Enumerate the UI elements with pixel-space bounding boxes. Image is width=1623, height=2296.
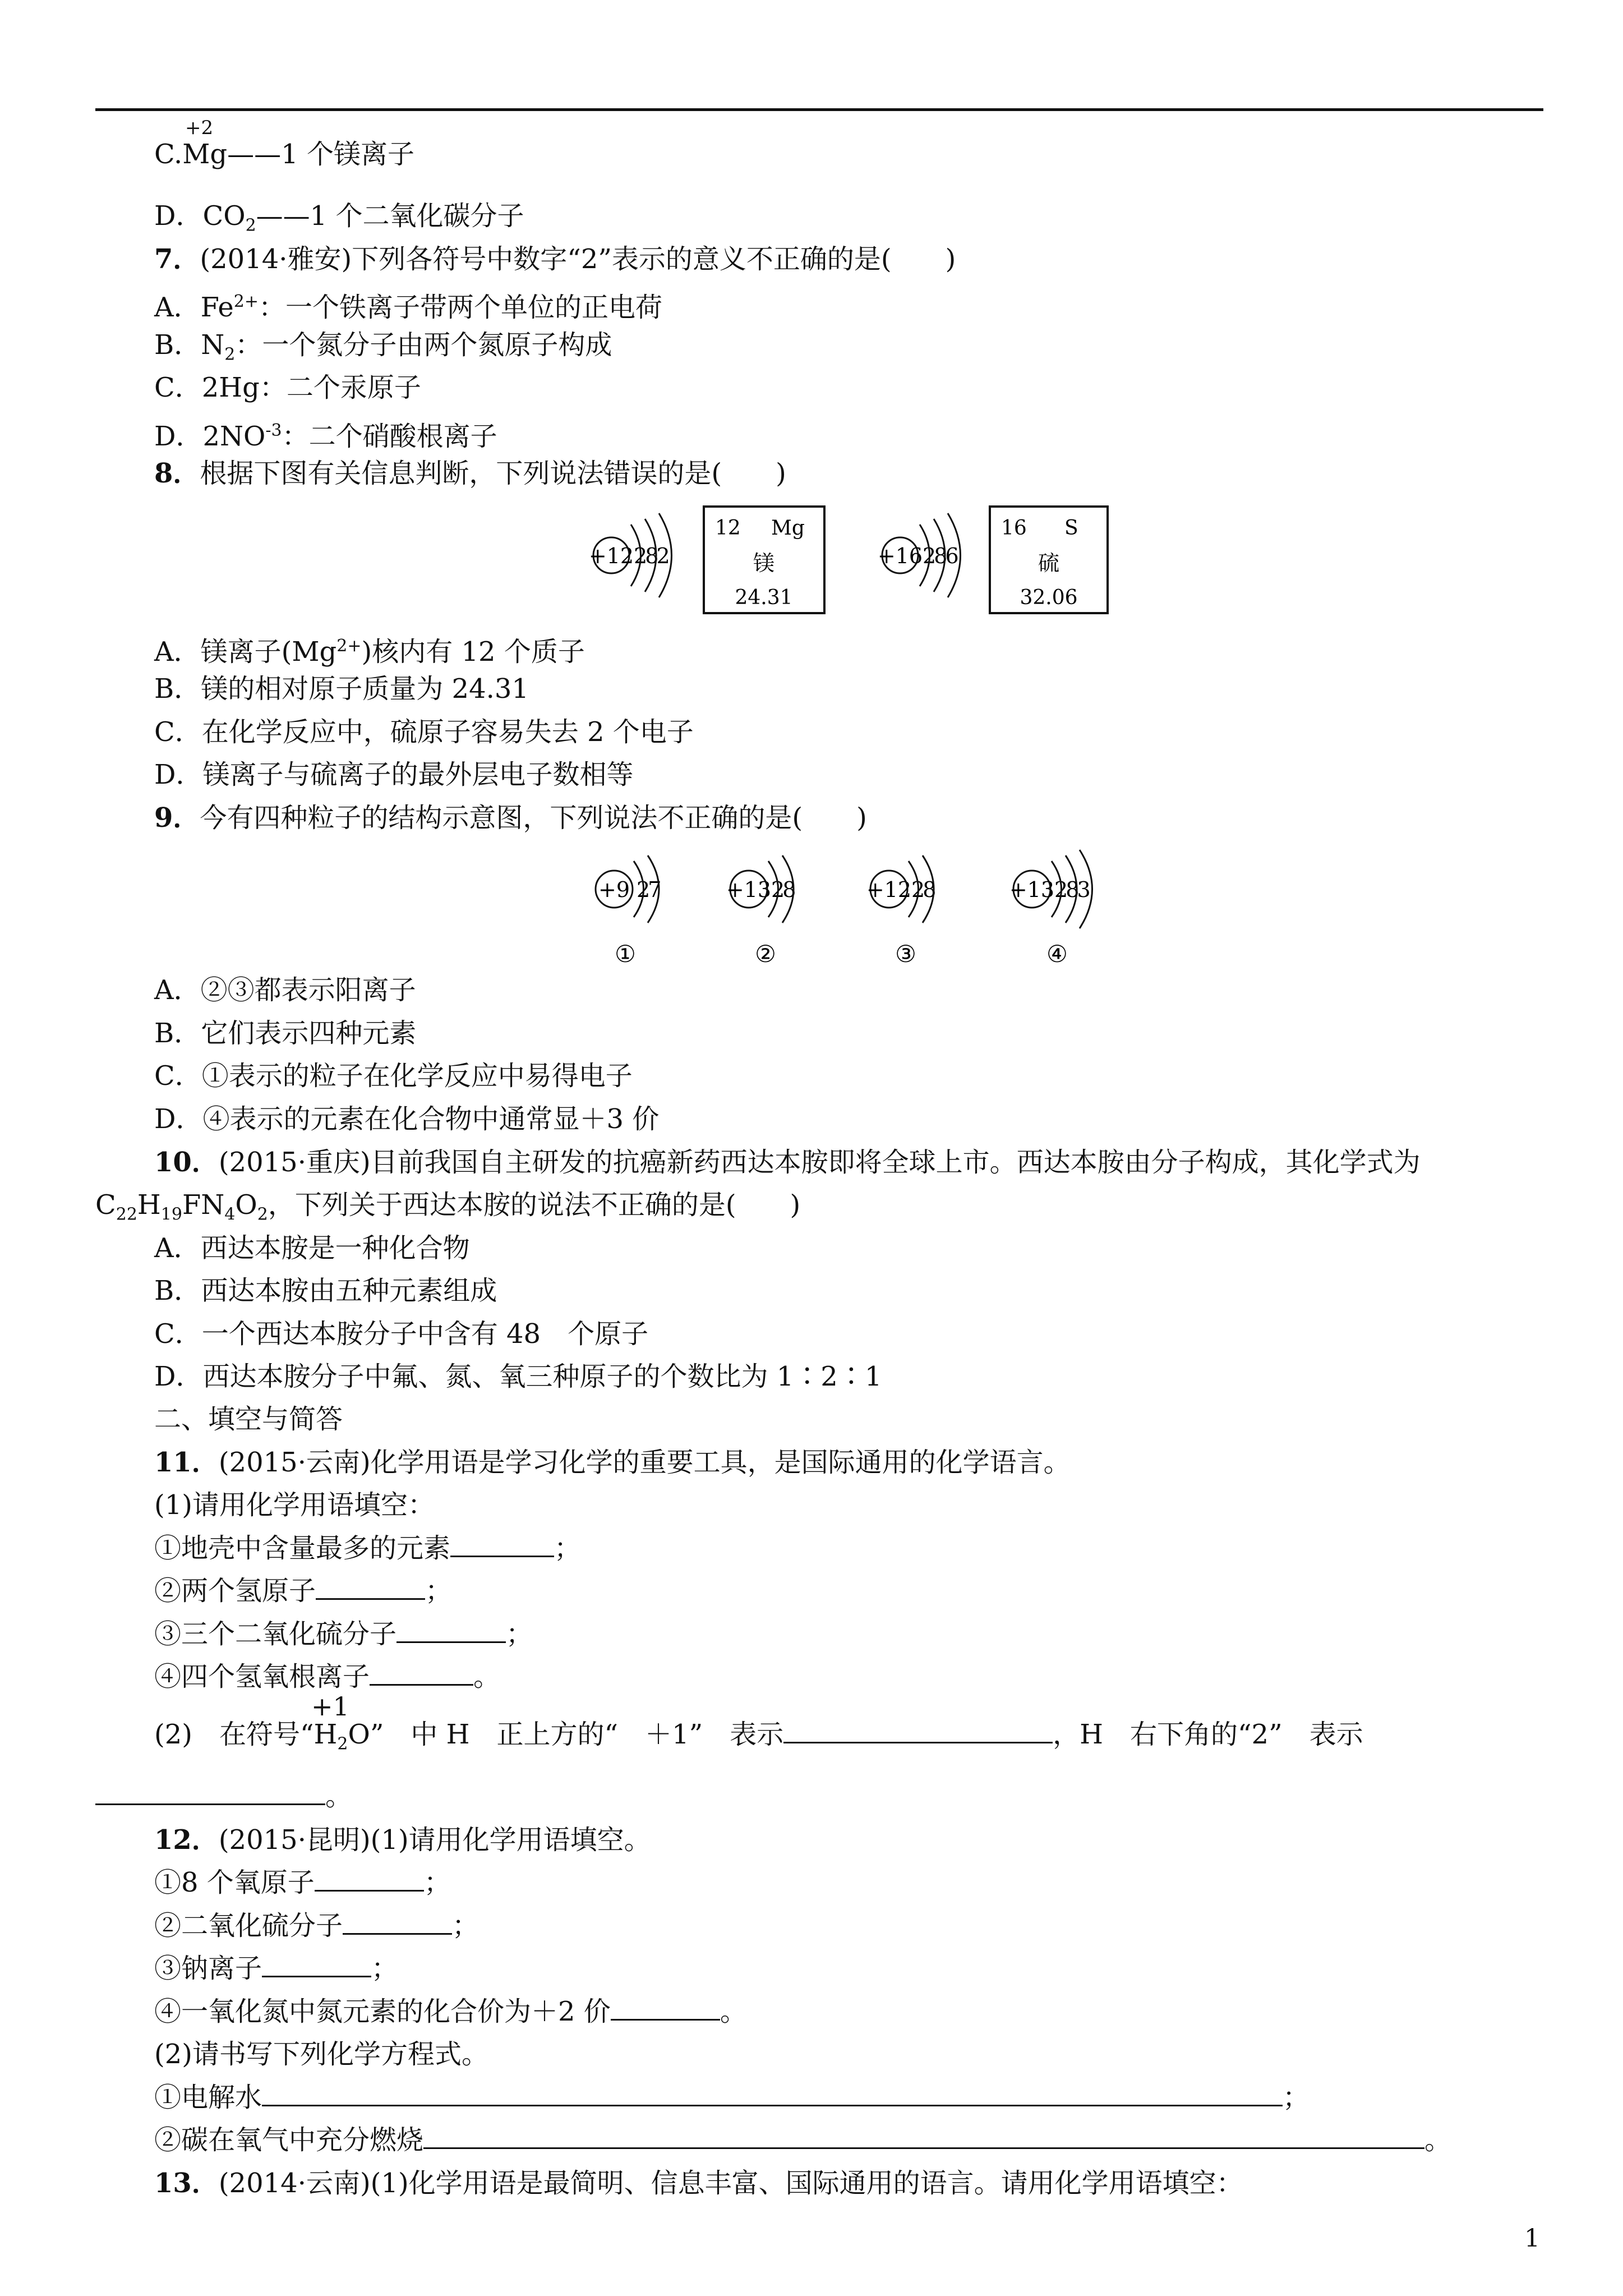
page-number: 1	[1524, 2224, 1540, 2253]
s-element-card	[990, 507, 1108, 613]
q9-option-b: B．它们表示四种元素	[154, 1018, 417, 1049]
answer-blank[interactable]	[315, 1866, 424, 1892]
q12-equation-2: ②碳在氧气中充分燃烧 。	[154, 2124, 1452, 2156]
q12-item-3: ③钠离子 ；	[154, 1953, 399, 1984]
particle-2-shells: 2 8	[771, 877, 792, 902]
answer-blank[interactable]	[316, 1575, 425, 1600]
s-symbol: S	[1064, 517, 1078, 540]
q10-option-a: A．西达本胺是一种化合物	[154, 1232, 470, 1264]
q11-item-2: ②两个氢原子 ；	[154, 1575, 453, 1607]
q11-item-3: ③三个二氧化硫分子 ；	[154, 1618, 533, 1650]
particle-1-nucleus: +9	[598, 877, 630, 902]
answer-blank[interactable]	[783, 1718, 1053, 1743]
q7-option-b: B．$N_2$：一个氮分子由两个氮原子构成	[154, 329, 612, 365]
q7-option-d: D．$2NO^{-3}$：二个硝酸根离子	[154, 421, 497, 452]
q9-diagram	[578, 839, 1127, 984]
answer-blank[interactable]	[396, 1618, 506, 1643]
answer-blank[interactable]	[262, 2081, 1283, 2106]
h-valence-superscript: +1	[311, 1691, 349, 1722]
q11-part2: (2) 在符号“$H_2O$” 中 H 正上方的“ ＋1” 表示 ，H 右下角的“2” 表示	[154, 1719, 1363, 1754]
q7-stem: 7．(2014·雅安)下列各符号中数字“2”表示的意义不正确的是( )	[154, 243, 956, 275]
q11-item-1: ①地壳中含量最多的元素 ；	[154, 1533, 582, 1564]
q10-option-d: D．西达本胺分子中氟、氮、氧三种原子的个数比为 1∶2∶1	[154, 1361, 882, 1392]
answer-blank[interactable]	[611, 1995, 720, 2021]
q8-stem: 8．根据下图有关信息判断，下列说法错误的是( )	[154, 458, 786, 489]
q8-option-c: C．在化学反应中，硫原子容易失去 2 个电子	[154, 716, 694, 748]
particle-1-label: ①	[615, 940, 636, 968]
mg-nucleus-label: +12	[588, 544, 634, 568]
s-name: 硫	[1038, 551, 1060, 576]
section-heading: 二、填空与简答	[154, 1404, 343, 1435]
q10-stem-line2: $C_{22}H_{19}FN_4O_2$，下列关于西达本胺的说法不正确的是( )	[95, 1189, 801, 1225]
particle-4-label: ④	[1046, 940, 1068, 968]
header-rule	[95, 108, 1543, 111]
q12-part2: (2)请书写下列化学方程式。	[154, 2039, 488, 2070]
q7-option-c: C．2Hg：二个汞原子	[154, 372, 421, 403]
particle-2-nucleus: +13	[726, 877, 772, 902]
particle-3-shells: 2 8	[911, 877, 932, 902]
q9-option-d: D．④表示的元素在化合物中通常显＋3 价	[154, 1103, 660, 1135]
s-atomic-mass: 32.06	[1020, 586, 1078, 609]
q8-option-b: B．镁的相对原子质量为 24.31	[154, 673, 529, 705]
q10-option-c: C．一个西达本胺分子中含有 48 个原子	[154, 1318, 649, 1350]
particle-1-diagram	[596, 855, 660, 968]
q12-item-4: ④一氧化氮中氮元素的化合价为＋2 价 。	[154, 1996, 747, 2027]
particle-3-diagram	[866, 855, 935, 968]
mg-name: 镁	[753, 551, 775, 576]
q9-option-a: A．②③都表示阳离子	[154, 974, 416, 1006]
answer-blank[interactable]	[370, 1660, 473, 1686]
q8-option-d: D．镁离子与硫离子的最外层电子数相等	[154, 759, 634, 790]
answer-blank[interactable]	[450, 1532, 554, 1557]
mg-element-card	[704, 507, 824, 613]
q12-stem: 12．(2015·昆明)(1)请用化学用语填空。	[154, 1824, 651, 1856]
q11-item-4: ④四个氢氧根离子 。	[154, 1661, 501, 1692]
s-atomic-number: 16	[1001, 517, 1027, 540]
s-atom-diagram	[878, 513, 961, 597]
q12-item-2: ②二氧化硫分子 ；	[154, 1910, 479, 1941]
q6-option-c: C.Mg——1 个镁离子	[154, 139, 414, 170]
q10-option-b: B．西达本胺由五种元素组成	[154, 1275, 497, 1306]
answer-blank[interactable]	[262, 1952, 371, 1977]
q11-part2-cont: 。	[95, 1779, 352, 1813]
particle-4-diagram	[1009, 850, 1092, 968]
particle-2-label: ②	[755, 940, 776, 968]
answer-blank[interactable]	[423, 2124, 1424, 2149]
q10-stem-line1: 10．(2015·重庆)目前我国自主研发的抗癌新药西达本胺即将全球上市。西达本胺由分子构成，其化学式为	[154, 1147, 1421, 1178]
particle-3-label: ③	[895, 940, 916, 968]
s-nucleus-label: +16	[877, 544, 923, 568]
s-shell-electrons: 2 8 6	[923, 544, 955, 568]
q9-stem: 9．今有四种粒子的结构示意图，下列说法不正确的是( )	[154, 802, 867, 834]
answer-blank[interactable]	[343, 1910, 452, 1935]
mg-atomic-mass: 24.31	[735, 586, 793, 609]
mg-shell-electrons: 2 8 2	[634, 544, 666, 568]
particle-4-shells: 2 8 3	[1054, 877, 1086, 902]
q11-part1: (1)请用化学用语填空：	[154, 1489, 435, 1521]
mg-atomic-number: 12	[715, 517, 741, 540]
mg-charge-superscript: +2	[185, 117, 214, 139]
q12-item-1: ①8 个氧原子 ；	[154, 1867, 451, 1898]
answer-blank[interactable]	[95, 1780, 325, 1805]
q11-stem: 11．(2015·云南)化学用语是学习化学的重要工具，是国际通用的化学语言。	[154, 1447, 1071, 1478]
q7-option-a: A．$Fe^{2+}$：一个铁离子带两个单位的正电荷	[154, 292, 663, 323]
particle-1-shells: 2 7	[637, 877, 657, 902]
q8-diagram	[578, 502, 1110, 620]
particle-4-nucleus: +13	[1009, 877, 1055, 902]
mg-atom-diagram	[589, 513, 672, 597]
q6-option-d: D．$CO_2——1$ 个二氧化碳分子	[154, 200, 524, 236]
q12-equation-1: ①电解水 ；	[154, 2082, 1310, 2113]
q9-option-c: C．①表示的粒子在化学反应中易得电子	[154, 1060, 633, 1092]
particle-3-nucleus: +12	[866, 877, 912, 902]
mg-symbol: Mg	[771, 517, 805, 540]
particle-2-diagram	[726, 855, 795, 968]
q13-stem: 13．(2014·云南)(1)化学用语是最简明、信息丰富、国际通用的语言。请用化学用语填空：	[154, 2168, 1243, 2199]
q8-option-a: A．镁离子$(Mg^{2+})$核内有 12 个质子	[154, 636, 585, 668]
